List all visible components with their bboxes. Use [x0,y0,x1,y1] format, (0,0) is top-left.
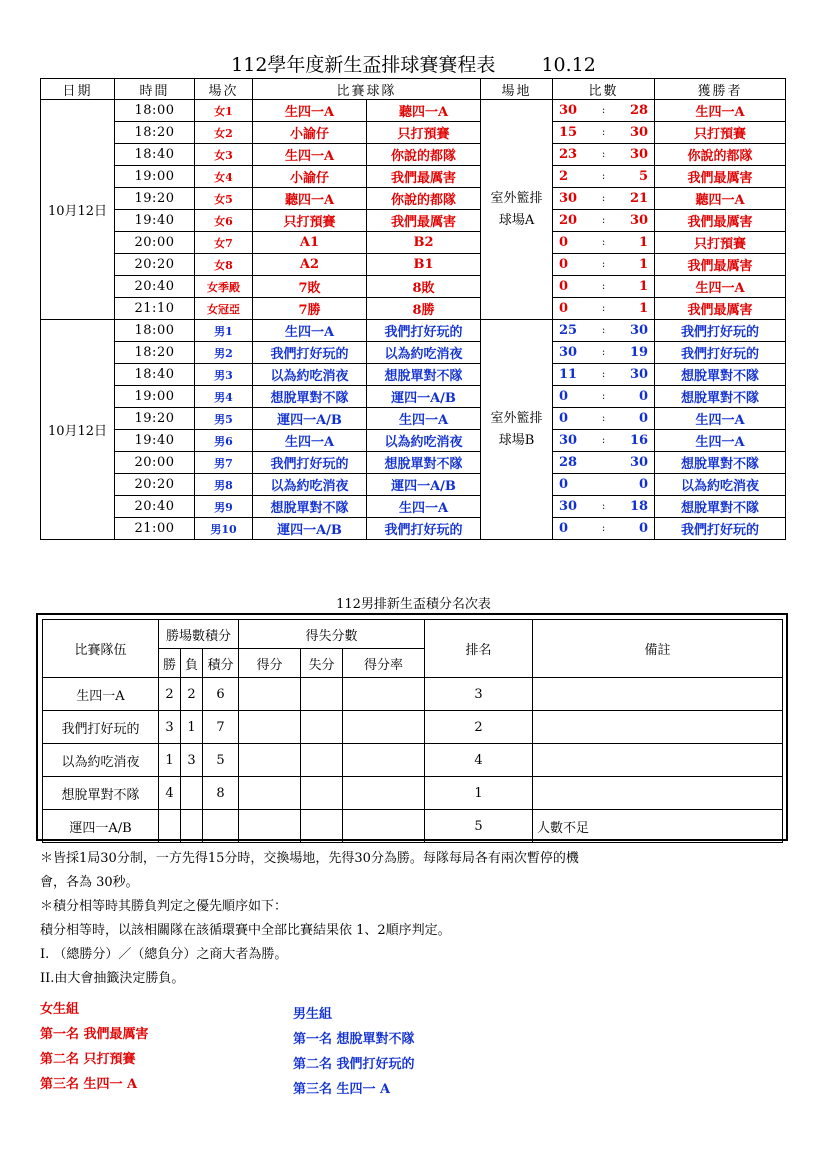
rank-header-pf: 得分 [239,649,301,678]
score-separator: : [593,342,615,364]
male-heading: 男生組 [293,1007,333,1022]
game-cell: 男9 [195,496,253,518]
winner-cell: 生四一A [655,430,786,452]
schedule-row [41,232,786,254]
team2-cell: 你說的都隊 [367,144,481,166]
score2-cell: 30 [615,364,655,386]
time-cell: 19:00 [115,386,195,408]
score-separator: : [593,100,615,122]
venue-line: 室外籃排 [490,190,543,206]
score2-cell: 30 [615,452,655,474]
score1-cell: 11 [553,364,593,386]
team1-cell: 小諭仔 [253,166,367,188]
winner-cell: 想脫單對不隊 [655,364,786,386]
rank-note-cell [533,777,783,810]
female-second: 第二名 只打預賽 [40,1052,136,1067]
winner-cell: 你說的都隊 [655,144,786,166]
time-cell: 18:20 [115,122,195,144]
score-separator [593,452,615,474]
winner-cell: 以為約吃消夜 [655,474,786,496]
score1-cell: 0 [553,474,593,496]
time-cell: 19:00 [115,166,195,188]
female-first: 第一名 我們最厲害 [40,1027,149,1042]
schedule-row [41,144,786,166]
score1-cell: 0 [553,386,593,408]
rank-ratio-cell [343,744,425,777]
team1-cell: A2 [253,254,367,276]
male-third: 第三名 生四一 A [293,1082,391,1097]
score-separator: : [593,320,615,342]
rank-rank-cell: 1 [425,777,533,810]
score1-cell: 0 [553,408,593,430]
score1-cell: 28 [553,452,593,474]
schedule-row [41,386,786,408]
score1-cell: 20 [553,210,593,232]
rank-header-loss: 負 [181,649,203,678]
score1-cell: 2 [553,166,593,188]
header-winner: 獲勝者 [655,79,786,100]
score2-cell: 21 [615,188,655,210]
date-cell: 10月12日 [41,100,115,320]
header-venue: 場地 [481,79,553,100]
note-line: ＊皆採1局30分制，一方先得15分時，交換場地，先得30分為勝。每隊每局各有兩次暫停的機 [40,851,579,866]
score2-cell: 30 [615,144,655,166]
schedule-row [41,474,786,496]
rank-win-cell: 1 [159,744,181,777]
date-cell: 10月12日 [41,320,115,540]
schedule-row [41,276,786,298]
header-date: 日期 [41,79,115,100]
team2-cell: 我們最厲害 [367,166,481,188]
game-cell: 女5 [195,188,253,210]
schedule-header-row [41,79,786,100]
ranking-row [43,678,783,711]
winner-cell: 聽四一A [655,188,786,210]
score2-cell: 0 [615,518,655,540]
male-results [293,1002,415,1102]
schedule-body [41,100,786,540]
rank-rank-cell: 3 [425,678,533,711]
score1-cell: 25 [553,320,593,342]
score1-cell: 30 [553,100,593,122]
rank-rank-cell: 2 [425,711,533,744]
team1-cell: 我們打好玩的 [253,452,367,474]
game-cell: 女6 [195,210,253,232]
schedule-row [41,364,786,386]
game-cell: 男7 [195,452,253,474]
winner-cell: 想脫單對不隊 [655,496,786,518]
rank-header-note: 備註 [533,620,783,678]
note-line: 積分相等時，以該相關隊在該循環賽中全部比賽結果依 1、2順序判定。 [40,923,451,938]
page-title [0,50,827,77]
rank-pa-cell [301,678,343,711]
score1-cell: 0 [553,518,593,540]
title-date: 10.12 [541,54,596,76]
rank-score-cell: 5 [203,744,239,777]
rank-score-cell: 6 [203,678,239,711]
game-cell: 女冠亞 [195,298,253,320]
rank-ratio-cell [343,810,425,843]
venue-line: 室外籃排 [490,410,543,426]
score-separator: : [593,122,615,144]
score-separator: : [593,254,615,276]
score-separator: : [593,386,615,408]
score-separator: : [593,166,615,188]
team1-cell: A1 [253,232,367,254]
female-heading: 女生組 [40,1002,80,1017]
score-separator: : [593,518,615,540]
team1-cell: 聽四一A [253,188,367,210]
score2-cell: 30 [615,122,655,144]
score2-cell: 30 [615,210,655,232]
team1-cell: 我們打好玩的 [253,342,367,364]
time-cell: 20:40 [115,276,195,298]
note-line: 會，各為 30秒。 [40,875,139,890]
time-cell: 20:20 [115,474,195,496]
schedule-row [41,518,786,540]
score1-cell: 30 [553,430,593,452]
schedule-row [41,408,786,430]
rank-header-win: 勝 [159,649,181,678]
score1-cell: 30 [553,188,593,210]
schedule-row [41,122,786,144]
rank-score-cell: 7 [203,711,239,744]
team1-cell: 小諭仔 [253,122,367,144]
rank-ratio-cell [343,777,425,810]
winner-cell: 我們打好玩的 [655,320,786,342]
score2-cell: 19 [615,342,655,364]
schedule-row [41,210,786,232]
score2-cell: 0 [615,386,655,408]
score1-cell: 30 [553,342,593,364]
team1-cell: 生四一A [253,144,367,166]
score2-cell: 0 [615,408,655,430]
team1-cell: 想脫單對不隊 [253,496,367,518]
schedule-row [41,452,786,474]
winner-cell: 我們最厲害 [655,210,786,232]
rank-loss-cell: 1 [181,711,203,744]
winner-cell: 生四一A [655,408,786,430]
winner-cell: 只打預賽 [655,232,786,254]
male-second: 第二名 我們打好玩的 [293,1057,415,1072]
game-cell: 男1 [195,320,253,342]
rank-team-cell: 想脫單對不隊 [43,777,159,810]
team2-cell: 生四一A [367,408,481,430]
rank-rank-cell: 5 [425,810,533,843]
team1-cell: 生四一A [253,100,367,122]
rank-header-wins: 勝場數積分 [159,620,239,649]
venue-cell [481,320,553,540]
schedule-row [41,320,786,342]
score2-cell: 18 [615,496,655,518]
ranking-frame [36,613,788,841]
team1-cell: 生四一A [253,430,367,452]
score-separator: : [593,210,615,232]
team2-cell: 8敗 [367,276,481,298]
team2-cell: 運四一A/B [367,386,481,408]
rank-note-cell [533,678,783,711]
female-third: 第三名 生四一 A [40,1077,138,1092]
score-separator: : [593,364,615,386]
team2-cell: 我們最厲害 [367,210,481,232]
rank-pf-cell [239,810,301,843]
time-cell: 21:10 [115,298,195,320]
rank-header-pa: 失分 [301,649,343,678]
score-separator: : [593,144,615,166]
rank-rank-cell: 4 [425,744,533,777]
score-separator [593,474,615,496]
rank-loss-cell [181,810,203,843]
ranking-row [43,777,783,810]
score-separator: : [593,496,615,518]
team1-cell: 以為約吃消夜 [253,364,367,386]
score1-cell: 0 [553,298,593,320]
team2-cell: 我們打好玩的 [367,518,481,540]
team1-cell: 生四一A [253,320,367,342]
note-line: I. （總勝分）／（總負分）之商大者為勝。 [40,947,288,962]
game-cell: 男4 [195,386,253,408]
schedule-table [40,78,786,540]
schedule-row [41,342,786,364]
team1-cell: 7勝 [253,298,367,320]
score1-cell: 0 [553,254,593,276]
game-cell: 男3 [195,364,253,386]
time-cell: 20:00 [115,232,195,254]
rank-header-ratio: 得分率 [343,649,425,678]
team2-cell: 聽四一A [367,100,481,122]
rank-pa-cell [301,744,343,777]
time-cell: 18:00 [115,100,195,122]
team1-cell: 運四一A/B [253,408,367,430]
rank-score-cell [203,810,239,843]
team2-cell: 我們打好玩的 [367,320,481,342]
game-cell: 男2 [195,342,253,364]
rank-pa-cell [301,777,343,810]
game-cell: 男8 [195,474,253,496]
winner-cell: 想脫單對不隊 [655,452,786,474]
rank-team-cell: 運四一A/B [43,810,159,843]
winner-cell: 我們打好玩的 [655,518,786,540]
game-cell: 男10 [195,518,253,540]
score-separator: : [593,408,615,430]
team2-cell: 想脫單對不隊 [367,364,481,386]
time-cell: 18:40 [115,144,195,166]
team2-cell: 你說的都隊 [367,188,481,210]
game-cell: 女7 [195,232,253,254]
score2-cell: 5 [615,166,655,188]
team2-cell: 以為約吃消夜 [367,430,481,452]
ranking-header-row-1 [43,620,783,649]
header-game: 場次 [195,79,253,100]
game-cell: 女3 [195,144,253,166]
time-cell: 19:40 [115,210,195,232]
time-cell: 19:40 [115,430,195,452]
team2-cell: B2 [367,232,481,254]
score-separator: : [593,232,615,254]
male-first: 第一名 想脫單對不隊 [293,1032,415,1047]
score-separator: : [593,188,615,210]
score2-cell: 1 [615,298,655,320]
rank-header-score: 積分 [203,649,239,678]
rank-win-cell: 2 [159,678,181,711]
team2-cell: B1 [367,254,481,276]
rank-win-cell [159,810,181,843]
team1-cell: 想脫單對不隊 [253,386,367,408]
score-separator: : [593,298,615,320]
score2-cell: 16 [615,430,655,452]
ranking-row [43,711,783,744]
team2-cell: 想脫單對不隊 [367,452,481,474]
score2-cell: 28 [615,100,655,122]
rank-pf-cell [239,744,301,777]
game-cell: 男6 [195,430,253,452]
time-cell: 18:20 [115,342,195,364]
winner-cell: 我們最厲害 [655,254,786,276]
rules-notes [40,847,579,991]
winner-cell: 只打預賽 [655,122,786,144]
schedule-row [41,430,786,452]
rank-ratio-cell [343,711,425,744]
ranking-row [43,810,783,843]
time-cell: 21:00 [115,518,195,540]
score1-cell: 0 [553,276,593,298]
score1-cell: 23 [553,144,593,166]
winner-cell: 想脫單對不隊 [655,386,786,408]
rank-note-cell: 人數不足 [533,810,783,843]
game-cell: 女2 [195,122,253,144]
winner-cell: 生四一A [655,276,786,298]
venue-cell [481,100,553,320]
rank-team-cell: 生四一A [43,678,159,711]
time-cell: 19:20 [115,188,195,210]
winner-cell: 生四一A [655,100,786,122]
winner-cell: 我們最厲害 [655,166,786,188]
score2-cell: 1 [615,254,655,276]
team2-cell: 生四一A [367,496,481,518]
venue-line: 球場A [498,212,535,228]
note-line: II.由大會抽籤決定勝負。 [40,971,185,986]
rank-win-cell: 3 [159,711,181,744]
title-text: 112學年度新生盃排球賽賽程表 [231,54,496,76]
game-cell: 女8 [195,254,253,276]
team1-cell: 7敗 [253,276,367,298]
rank-pa-cell [301,711,343,744]
rank-team-cell: 以為約吃消夜 [43,744,159,777]
score1-cell: 15 [553,122,593,144]
rank-ratio-cell [343,678,425,711]
rank-team-cell: 我們打好玩的 [43,711,159,744]
team2-cell: 只打預賽 [367,122,481,144]
schedule-row [41,254,786,276]
rank-loss-cell: 2 [181,678,203,711]
team2-cell: 8勝 [367,298,481,320]
winner-cell: 我們最厲害 [655,298,786,320]
schedule-row [41,166,786,188]
rank-header-team: 比賽隊伍 [43,620,159,678]
rank-pf-cell [239,678,301,711]
score1-cell: 0 [553,232,593,254]
score-separator: : [593,430,615,452]
game-cell: 男5 [195,408,253,430]
score2-cell: 1 [615,276,655,298]
rank-score-cell: 8 [203,777,239,810]
game-cell: 女1 [195,100,253,122]
time-cell: 18:00 [115,320,195,342]
game-cell: 女4 [195,166,253,188]
score2-cell: 1 [615,232,655,254]
score1-cell: 30 [553,496,593,518]
schedule-row [41,188,786,210]
team1-cell: 以為約吃消夜 [253,474,367,496]
rank-header-points: 得失分數 [239,620,425,649]
schedule-row [41,100,786,122]
header-time: 時間 [115,79,195,100]
team1-cell: 只打預賽 [253,210,367,232]
ranking-row [43,744,783,777]
header-teams: 比賽球隊 [253,79,481,100]
winner-cell: 我們打好玩的 [655,342,786,364]
note-line: ＊積分相等時其勝負判定之優先順序如下： [40,899,288,914]
time-cell: 20:40 [115,496,195,518]
time-cell: 20:00 [115,452,195,474]
time-cell: 19:20 [115,408,195,430]
rank-note-cell [533,744,783,777]
schedule-row [41,496,786,518]
header-score: 比數 [553,79,655,100]
time-cell: 18:40 [115,364,195,386]
team2-cell: 以為約吃消夜 [367,342,481,364]
rank-pa-cell [301,810,343,843]
team1-cell: 運四一A/B [253,518,367,540]
score2-cell: 30 [615,320,655,342]
schedule-row [41,298,786,320]
ranking-title: 112男排新生盃積分名次表 [336,597,491,612]
score-separator: : [593,276,615,298]
venue-line: 球場B [498,432,535,448]
rank-pf-cell [239,711,301,744]
rank-loss-cell [181,777,203,810]
rank-loss-cell: 3 [181,744,203,777]
game-cell: 女季殿 [195,276,253,298]
time-cell: 20:20 [115,254,195,276]
rank-note-cell [533,711,783,744]
ranking-table [42,619,783,843]
score2-cell: 0 [615,474,655,496]
ranking-body [43,678,783,843]
female-results [40,997,149,1097]
team2-cell: 運四一A/B [367,474,481,496]
rank-win-cell: 4 [159,777,181,810]
rank-header-rank: 排名 [425,620,533,678]
rank-pf-cell [239,777,301,810]
